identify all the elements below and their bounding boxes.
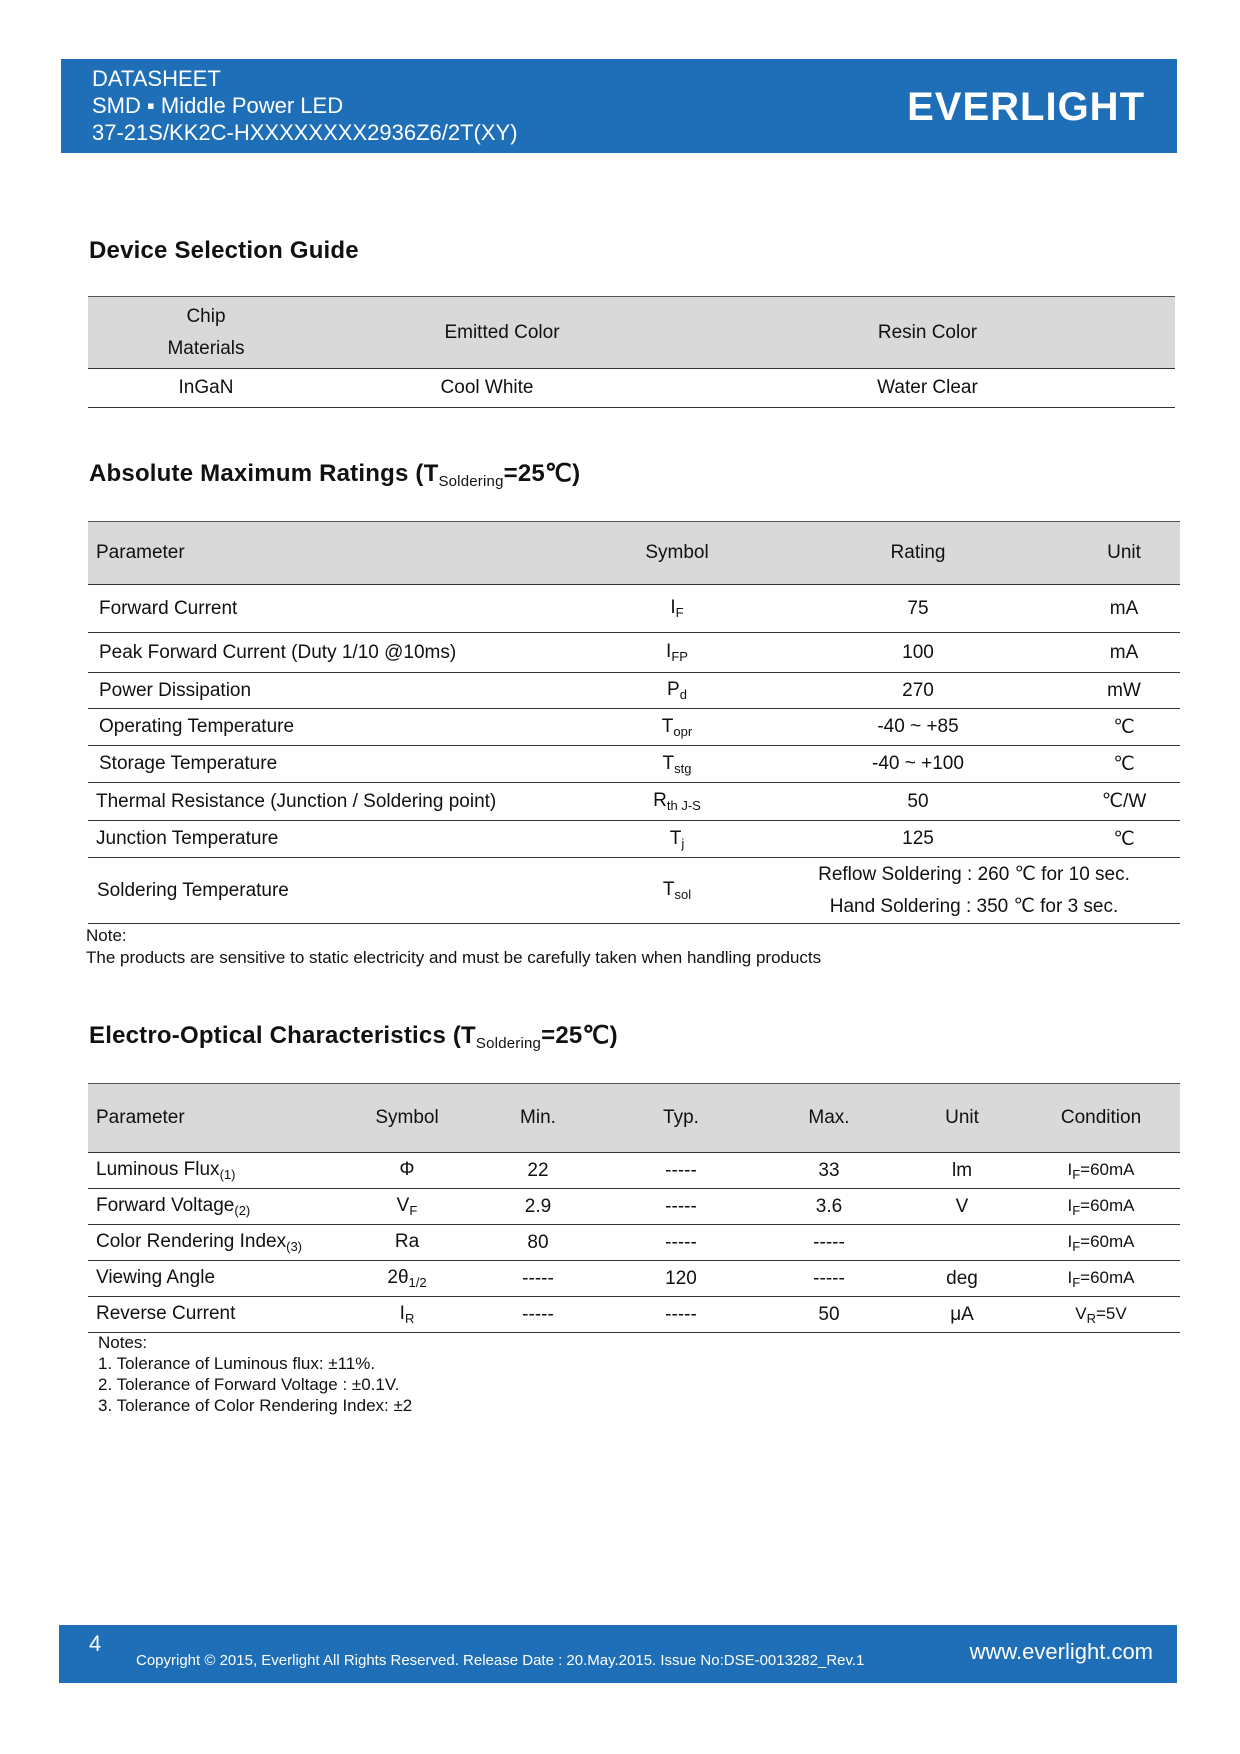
symbol-cell: [586, 746, 768, 783]
unit-cell: V: [955, 1195, 969, 1217]
unit-cell: mA: [1109, 597, 1139, 619]
symbol-sub: j: [681, 835, 685, 851]
table-row: [88, 783, 1180, 821]
symbol-cell: [586, 783, 768, 821]
unit-cell: [902, 1225, 1022, 1261]
unit-cell: mA: [1109, 641, 1139, 663]
col-emitted-color: Emitted Color: [444, 321, 560, 343]
note-label: Note:: [86, 926, 127, 945]
chip-header-line1: Chip: [186, 305, 226, 327]
resin-value: Water Clear: [877, 377, 978, 398]
eoc-title-end: =25℃): [541, 1022, 618, 1049]
symbol-cell: [586, 821, 768, 858]
cond-main: I: [1067, 1231, 1073, 1251]
abs-max-title: [89, 459, 580, 490]
eoc-title: [89, 1021, 618, 1052]
param-cell: [88, 1225, 344, 1261]
table-row: [88, 709, 1180, 746]
table-header-row: [88, 522, 1180, 585]
min-cell: 80: [527, 1231, 549, 1253]
min-cell: -----: [522, 1267, 554, 1289]
symbol-main: Φ: [399, 1159, 415, 1180]
cond-sub: F: [1072, 1274, 1081, 1290]
typ-cell: -----: [665, 1303, 697, 1325]
param-cell: Forward Current: [99, 597, 238, 619]
param-cell: Peak Forward Current (Duty 1/10 @10ms): [99, 641, 457, 663]
table-row: [88, 746, 1180, 783]
col-rating: Rating: [890, 542, 946, 563]
col-parameter: Parameter: [96, 542, 185, 563]
header-text: [92, 65, 518, 146]
cond-end: =60mA: [1080, 1231, 1135, 1251]
symbol-main: T: [662, 879, 675, 900]
page-header: [61, 59, 1177, 153]
symbol-main: I: [670, 597, 676, 618]
symbol-main: V: [396, 1195, 410, 1216]
col-parameter: Parameter: [96, 1107, 185, 1128]
symbol-cell: [344, 1261, 470, 1297]
param-cell: [88, 1297, 344, 1333]
param-main: Luminous Flux: [96, 1159, 220, 1180]
table-row: [88, 821, 1180, 858]
symbol-main: 2θ: [387, 1267, 409, 1288]
table-row: [88, 1153, 1180, 1189]
device-selection-table: [88, 296, 1175, 408]
symbol-main: R: [653, 790, 667, 811]
col-symbol: Symbol: [645, 542, 709, 563]
symbol-cell: [586, 633, 768, 673]
symbol-cell: [586, 709, 768, 746]
chip-value: InGaN: [178, 377, 234, 398]
param-note-ref: (2): [234, 1203, 251, 1218]
symbol-cell: [344, 1189, 470, 1225]
copyright-text: Copyright © 2015, Everlight All Rights Reserved. Release Date : 20.May.2015. Issue No:DSE-0013282_Rev.1: [136, 1652, 865, 1669]
col-unit: Unit: [1107, 542, 1141, 563]
param-cell: Operating Temperature: [99, 716, 295, 737]
product-category: SMD ▪ Middle Power LED: [92, 93, 344, 118]
min-cell: 2.9: [524, 1195, 552, 1217]
param-note-ref: (3): [286, 1239, 303, 1254]
param-cell: [88, 1189, 344, 1225]
unit-cell: ℃: [1113, 828, 1135, 850]
col-unit: Unit: [945, 1107, 979, 1128]
condition-cell: [1022, 1297, 1180, 1333]
col-condition: Condition: [1060, 1107, 1142, 1128]
typ-cell: -----: [665, 1231, 697, 1253]
symbol-sub: F: [675, 605, 684, 620]
cond-main: I: [1067, 1195, 1073, 1215]
symbol-main: I: [666, 641, 672, 662]
symbol-sub: 1/2: [408, 1275, 427, 1290]
symbol-main: T: [669, 827, 682, 849]
note-text: The products are sensitive to static electricity and must be carefully taken when handling products: [86, 948, 822, 967]
table-row: [88, 673, 1180, 709]
device-selection-title: Device Selection Guide: [89, 237, 359, 264]
symbol-sub: R: [404, 1311, 415, 1326]
typ-cell: 120: [665, 1267, 697, 1289]
symbol-cell: [344, 1297, 470, 1333]
symbol-cell: [586, 673, 768, 709]
rating-cell: -40 ~ +85: [877, 716, 959, 737]
param-cell: Storage Temperature: [99, 753, 278, 774]
max-cell: -----: [813, 1231, 845, 1253]
symbol-sub: th J-S: [666, 798, 701, 813]
hand-soldering: Hand Soldering : 350 ℃ for 3 sec.: [829, 895, 1119, 917]
param-main: Forward Voltage: [96, 1195, 235, 1216]
cond-end: =60mA: [1080, 1267, 1135, 1287]
symbol-main: T: [661, 715, 674, 737]
table-row: [88, 585, 1180, 633]
condition-cell: [1022, 1261, 1180, 1297]
abs-max-title-end: =25℃): [503, 460, 581, 487]
param-cell: [88, 1153, 344, 1189]
max-cell: 3.6: [815, 1195, 843, 1217]
symbol-sub: d: [679, 687, 687, 702]
eoc-title-sub: Soldering: [475, 1035, 542, 1052]
abs-max-title-sub: Soldering: [438, 473, 504, 490]
rating-cell: 50: [907, 790, 929, 812]
typ-cell: -----: [665, 1195, 697, 1217]
typ-cell: -----: [665, 1159, 697, 1181]
col-chip-materials: [88, 297, 324, 369]
rating-cell: -40 ~ +100: [872, 753, 964, 774]
tolerance-notes: [98, 1332, 412, 1416]
col-min: Min.: [520, 1107, 556, 1128]
abs-max-title-main: Absolute Maximum Ratings (T: [89, 460, 439, 487]
doc-type: DATASHEET: [92, 66, 221, 91]
unit-cell: ℃: [1113, 716, 1135, 738]
max-cell: -----: [813, 1267, 845, 1289]
company-logo: EVERLIGHT: [907, 85, 1145, 129]
param-cell: Soldering Temperature: [97, 879, 289, 901]
symbol-sub: sol: [674, 887, 692, 902]
table-row: [88, 1189, 1180, 1225]
min-cell: 22: [527, 1159, 549, 1181]
param-cell: Junction Temperature: [96, 828, 279, 849]
abs-max-table: [88, 521, 1180, 924]
website-link[interactable]: www.everlight.com: [969, 1639, 1153, 1664]
cond-sub: R: [1086, 1310, 1096, 1326]
cond-end: =60mA: [1080, 1159, 1135, 1179]
rating-cell: 270: [902, 679, 934, 701]
cond-sub: F: [1072, 1166, 1081, 1182]
static-note: [86, 925, 821, 969]
notes-label: Notes:: [98, 1333, 148, 1352]
symbol-main: I: [399, 1303, 405, 1324]
unit-cell: ℃: [1113, 753, 1135, 775]
symbol-cell: [586, 585, 768, 633]
col-typ: Typ.: [663, 1107, 699, 1128]
param-main: Color Rendering Index: [96, 1231, 287, 1252]
cond-sub: F: [1072, 1238, 1081, 1254]
symbol-sub: FP: [671, 649, 688, 664]
chip-header-line2: Materials: [167, 337, 245, 359]
eoc-title-main: Electro-Optical Characteristics (T: [89, 1022, 476, 1049]
unit-cell: μA: [950, 1303, 974, 1325]
col-resin-color: Resin Color: [877, 321, 978, 343]
condition-cell: [1022, 1225, 1180, 1261]
symbol-sub: stg: [674, 760, 692, 776]
emitted-value: Cool White: [440, 377, 534, 398]
page-number: 4: [89, 1631, 102, 1656]
table-header-row: [88, 1084, 1180, 1153]
param-cell: [88, 1261, 344, 1297]
table-row: [88, 369, 1175, 408]
soldering-rating-cell: [768, 858, 1180, 924]
unit-cell: ℃/W: [1101, 791, 1147, 812]
cond-end: =5V: [1096, 1303, 1127, 1323]
note-item: 2. Tolerance of Forward Voltage : ±0.1V.: [98, 1375, 400, 1394]
cond-end: =60mA: [1080, 1195, 1135, 1215]
symbol-cell: [344, 1153, 470, 1189]
condition-cell: [1022, 1153, 1180, 1189]
note-item: 3. Tolerance of Color Rendering Index: ±2: [98, 1396, 413, 1415]
col-max: Max.: [808, 1107, 850, 1128]
max-cell: 50: [818, 1303, 840, 1325]
part-number: 37-21S/KK2C-HXXXXXXXX2936Z6/2T(XY): [92, 120, 518, 145]
rating-cell: 125: [902, 828, 934, 849]
eoc-table: [88, 1083, 1180, 1333]
table-row: [88, 1225, 1180, 1261]
rating-cell: 75: [907, 597, 929, 619]
param-note-ref: (1): [219, 1167, 236, 1182]
symbol-main: Ra: [394, 1231, 420, 1252]
param-main: Reverse Current: [96, 1303, 236, 1324]
condition-cell: [1022, 1189, 1180, 1225]
reflow-soldering: Reflow Soldering : 260 ℃ for 10 sec.: [818, 863, 1130, 885]
table-row: [88, 858, 1180, 924]
unit-cell: deg: [946, 1267, 978, 1289]
cond-sub: F: [1072, 1202, 1081, 1218]
table-row: [88, 1297, 1180, 1333]
param-cell: Thermal Resistance (Junction / Soldering point): [96, 790, 497, 812]
param-main: Viewing Angle: [96, 1267, 216, 1288]
col-symbol: Symbol: [375, 1107, 439, 1128]
symbol-sub: opr: [673, 723, 693, 739]
table-row: [88, 1261, 1180, 1297]
symbol-main: T: [662, 752, 675, 774]
cond-main: I: [1067, 1267, 1073, 1287]
param-cell: Power Dissipation: [99, 679, 252, 701]
note-item: 1. Tolerance of Luminous flux: ±11%.: [98, 1354, 376, 1373]
max-cell: 33: [818, 1159, 840, 1181]
min-cell: -----: [522, 1303, 554, 1325]
unit-cell: lm: [951, 1159, 973, 1181]
rating-cell: 100: [902, 641, 934, 663]
cond-main: I: [1067, 1159, 1073, 1179]
table-header-row: [88, 297, 1175, 369]
unit-cell: mW: [1107, 679, 1141, 701]
symbol-main: P: [667, 679, 680, 700]
symbol-cell: [344, 1225, 470, 1261]
page-footer: [59, 1625, 1177, 1683]
cond-main: V: [1075, 1303, 1087, 1323]
symbol-sub: F: [409, 1203, 418, 1218]
symbol-cell: [586, 858, 768, 924]
table-row: [88, 633, 1180, 673]
